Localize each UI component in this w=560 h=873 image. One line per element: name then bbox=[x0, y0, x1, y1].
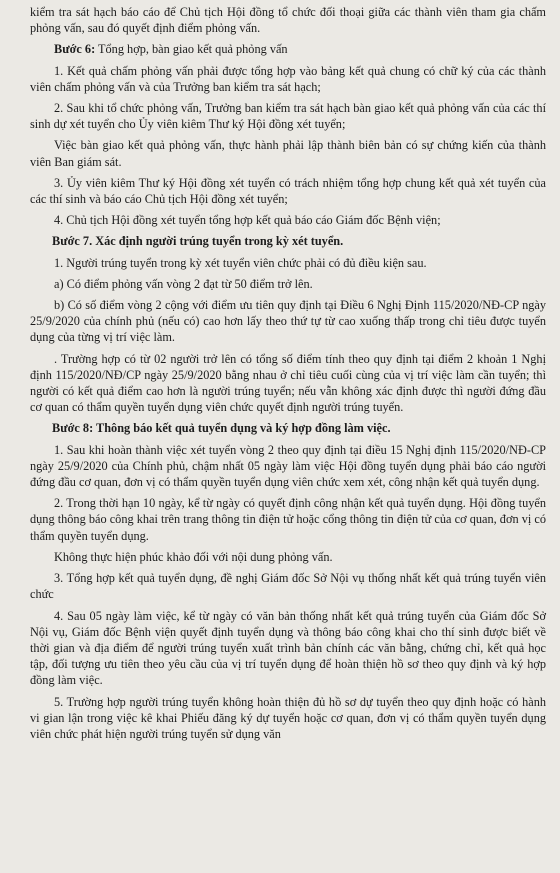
paragraph: b) Có số điểm vòng 2 cộng với điểm ưu tiên quy định tại Điều 6 Nghị Định 115/2020/NĐ-CP ngày 25/9/2020 của chính phủ (nếu có) cao hơn lấy theo thứ tự từ cao xuống thấp trong chỉ tiêu được tuyển dụng của từng vị trí việc làm. bbox=[30, 298, 546, 345]
paragraph: 1. Người trúng tuyển trong kỳ xét tuyển viên chức phải có đủ điều kiện sau. bbox=[54, 255, 427, 270]
section-heading: Bước 7. Xác định người trúng tuyển trong kỳ xét tuyển. bbox=[52, 234, 344, 249]
paragraph: 3. Ủy viên kiêm Thư ký Hội đồng xét tuyển có trách nhiệm tổng hợp chung kết quả xét tuyển của các thí sinh và báo cáo Chủ tịch Hội đồng xét tuyển; bbox=[30, 175, 546, 207]
paragraph: 1. Sau khi hoàn thành việc xét tuyển vòng 2 theo quy định tại điều 15 Nghị định 115/2020/NĐ-CP ngày 25/9/2020 của Chính phủ, chậm nhất 05 ngày làm việc Hội đồng tuyển dụng phải báo cáo người đứng đầu cơ quan, đơn vị có thẩm quyền tuyển dụng viên chức xem xét, công nhận kết quả tuyển dụng. bbox=[30, 442, 546, 490]
paragraph: a) Có điểm phỏng vấn vòng 2 đạt từ 50 điểm trở lên. bbox=[54, 276, 313, 291]
paragraph: 4. Sau 05 ngày làm việc, kể từ ngày có văn bản thống nhất kết quả trúng tuyển của Giám đốc Sở Nội vụ, Giám đốc Bệnh viện quyết định tuyển dụng và thông báo công khai cho thí sinh được biết về thời gian và địa điểm để người trúng tuyển xuất trình bản chính các văn bằng, chứng chỉ, kết quả học tập, đối tượng ưu tiên theo yêu cầu của vị trí tuyển dụng để hoàn thiện hồ sơ theo quy định và ký hợp đồng làm việc. bbox=[30, 608, 546, 688]
paragraph: Việc bàn giao kết quả phỏng vấn, thực hành phải lập thành biên bản có sự chứng kiến của thành viên Ban giám sát. bbox=[30, 138, 546, 169]
paragraph: . Trường hợp có từ 02 người trở lên có tổng số điểm tính theo quy định tại điểm 2 khoản 1 Nghị định 115/2020/NĐ/CP ngày 25/9/2020 bằng nhau ở chỉ tiêu cuối cùng của vị trí việc làm cần tuyển; thì người có kết quả điểm cao hơn là người trúng tuyển; nếu vẫn không xác định được thì người đứng đầu cơ quan có thẩm quyền tuyển dụng viên chức quyết định người trúng tuyển. bbox=[30, 351, 546, 415]
paragraph: 1. Kết quả chấm phỏng vấn phải được tổng hợp vào bảng kết quả chung có chữ ký của các thành viên chấm phỏng vấn và của Trưởng ban kiểm tra sát hạch; bbox=[30, 63, 546, 94]
paragraph: Không thực hiện phúc khảo đối với nội dung phỏng vấn. bbox=[54, 549, 333, 564]
paragraph: 2. Sau khi tổ chức phỏng vấn, Trưởng ban kiểm tra sát hạch bàn giao kết quả phỏng vấn của các thí sinh dự xét tuyển cho Ủy viên kiêm Thư ký Hội đồng xét tuyển; bbox=[30, 101, 546, 132]
paragraph: 2. Trong thời hạn 10 ngày, kể từ ngày có quyết định công nhận kết quả tuyển dụng. Hội đồng tuyển dụng thông báo công khai trên trang thông tin điện tử hoặc cổng thông tin điện tử của cơ quan, đơn vị có thẩm quyền tuyển dụng. bbox=[30, 496, 546, 543]
step-heading bbox=[30, 41, 546, 57]
paragraph: 3. Tổng hợp kết quả tuyển dụng, đề nghị Giám đốc Sở Nội vụ thống nhất kết quả trúng tuyển viên chức bbox=[30, 571, 546, 602]
step-title: Tổng hợp, bàn giao kết quả phỏng vấn bbox=[95, 42, 288, 57]
step-label: Bước 6: bbox=[54, 42, 96, 57]
paragraph: 5. Trường hợp người trúng tuyển không hoàn thiện đủ hồ sơ dự tuyển theo quy định hoặc có hành vi gian lận trong việc kê khai Phiếu đăng ký dự tuyển hoặc cơ quan, đơn vị có thẩm quyền tuyển dụng viên chức phát hiện người trúng tuyển sử dụng văn bbox=[30, 694, 546, 741]
section-heading: Bước 8: Thông báo kết quả tuyển dụng và ký hợp đồng làm việc. bbox=[52, 421, 391, 436]
paragraph: 4. Chủ tịch Hội đồng xét tuyển tổng hợp kết quả báo cáo Giám đốc Bệnh viện; bbox=[54, 213, 441, 228]
paragraph: kiểm tra sát hạch báo cáo để Chủ tịch Hội đồng tổ chức đối thoại giữa các thành viên tham gia chấm phỏng vấn, sau đó quyết định điểm phỏng vấn. bbox=[30, 5, 546, 36]
